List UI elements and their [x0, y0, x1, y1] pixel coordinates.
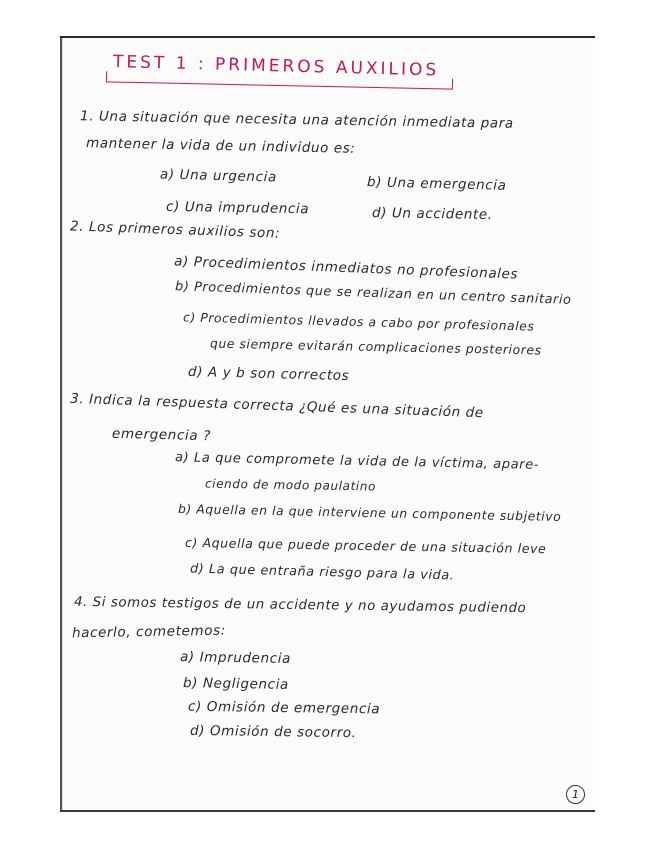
question-1-option-c: c) Una imprudencia: [165, 198, 310, 218]
question-1-stem-line-1: 1. Una situación que necesita una atención inmediata para: [79, 108, 514, 132]
question-3-option-c: c) Aquella que puede proceder de una situación leve: [184, 534, 547, 557]
question-1-option-a: a) Una urgencia: [159, 166, 278, 186]
question-3-option-d: d) La que entraña riesgo para la vida.: [189, 561, 455, 584]
question-2-option-c: c) Procedimientos llevados a cabo por profesionales: [182, 310, 535, 334]
question-4-option-b: b) Negligencia: [182, 675, 290, 693]
question-4-option-a: a) Imprudencia: [179, 649, 292, 667]
question-3-stem-line-2: emergencia ?: [111, 425, 212, 445]
question-2-option-a: a) Procedimientos inmediatos no profesionales: [173, 253, 519, 283]
question-3-stem-line-1: 3. Indica la respuesta correcta ¿Qué es una situación de: [69, 390, 484, 422]
question-4-stem-line-1: 4. Si somos testigos de un accidente y no ayudamos pudiendo: [73, 594, 527, 617]
question-1-stem-line-2: mantener la vida de un individuo es:: [85, 135, 356, 157]
question-2-option-c-cont: que siempre evitarán complicaciones posteriores: [209, 336, 542, 358]
question-4-option-c: c) Omisión de emergencia: [187, 698, 381, 718]
question-2-option-b: b) Procedimientos que se realizan en un centro sanitario: [174, 279, 572, 308]
question-1-option-b: b) Una emergencia: [366, 174, 507, 194]
question-3-option-a-cont: ciendo de modo paulatino: [204, 476, 377, 494]
question-4-option-d: d) Omisión de socorro.: [189, 722, 357, 742]
question-3-option-b: b) Aquella en la que interviene un componente subjetivo: [177, 501, 562, 525]
question-1-option-d: d) Un accidente.: [371, 204, 493, 224]
page-title: TEST 1 : PRIMEROS AUXILIOS: [112, 52, 440, 81]
question-2-option-d: d) A y b son correctos: [187, 363, 350, 385]
page-edge-bottom: [60, 810, 595, 812]
page-number: 1: [566, 785, 585, 804]
question-4-stem-line-2: hacerlo, cometemos:: [71, 622, 226, 642]
question-3-option-a: a) La que compromete la vida de la víctima, apare-: [174, 450, 540, 473]
question-2-stem: 2. Los primeros auxilios son:: [69, 218, 281, 242]
